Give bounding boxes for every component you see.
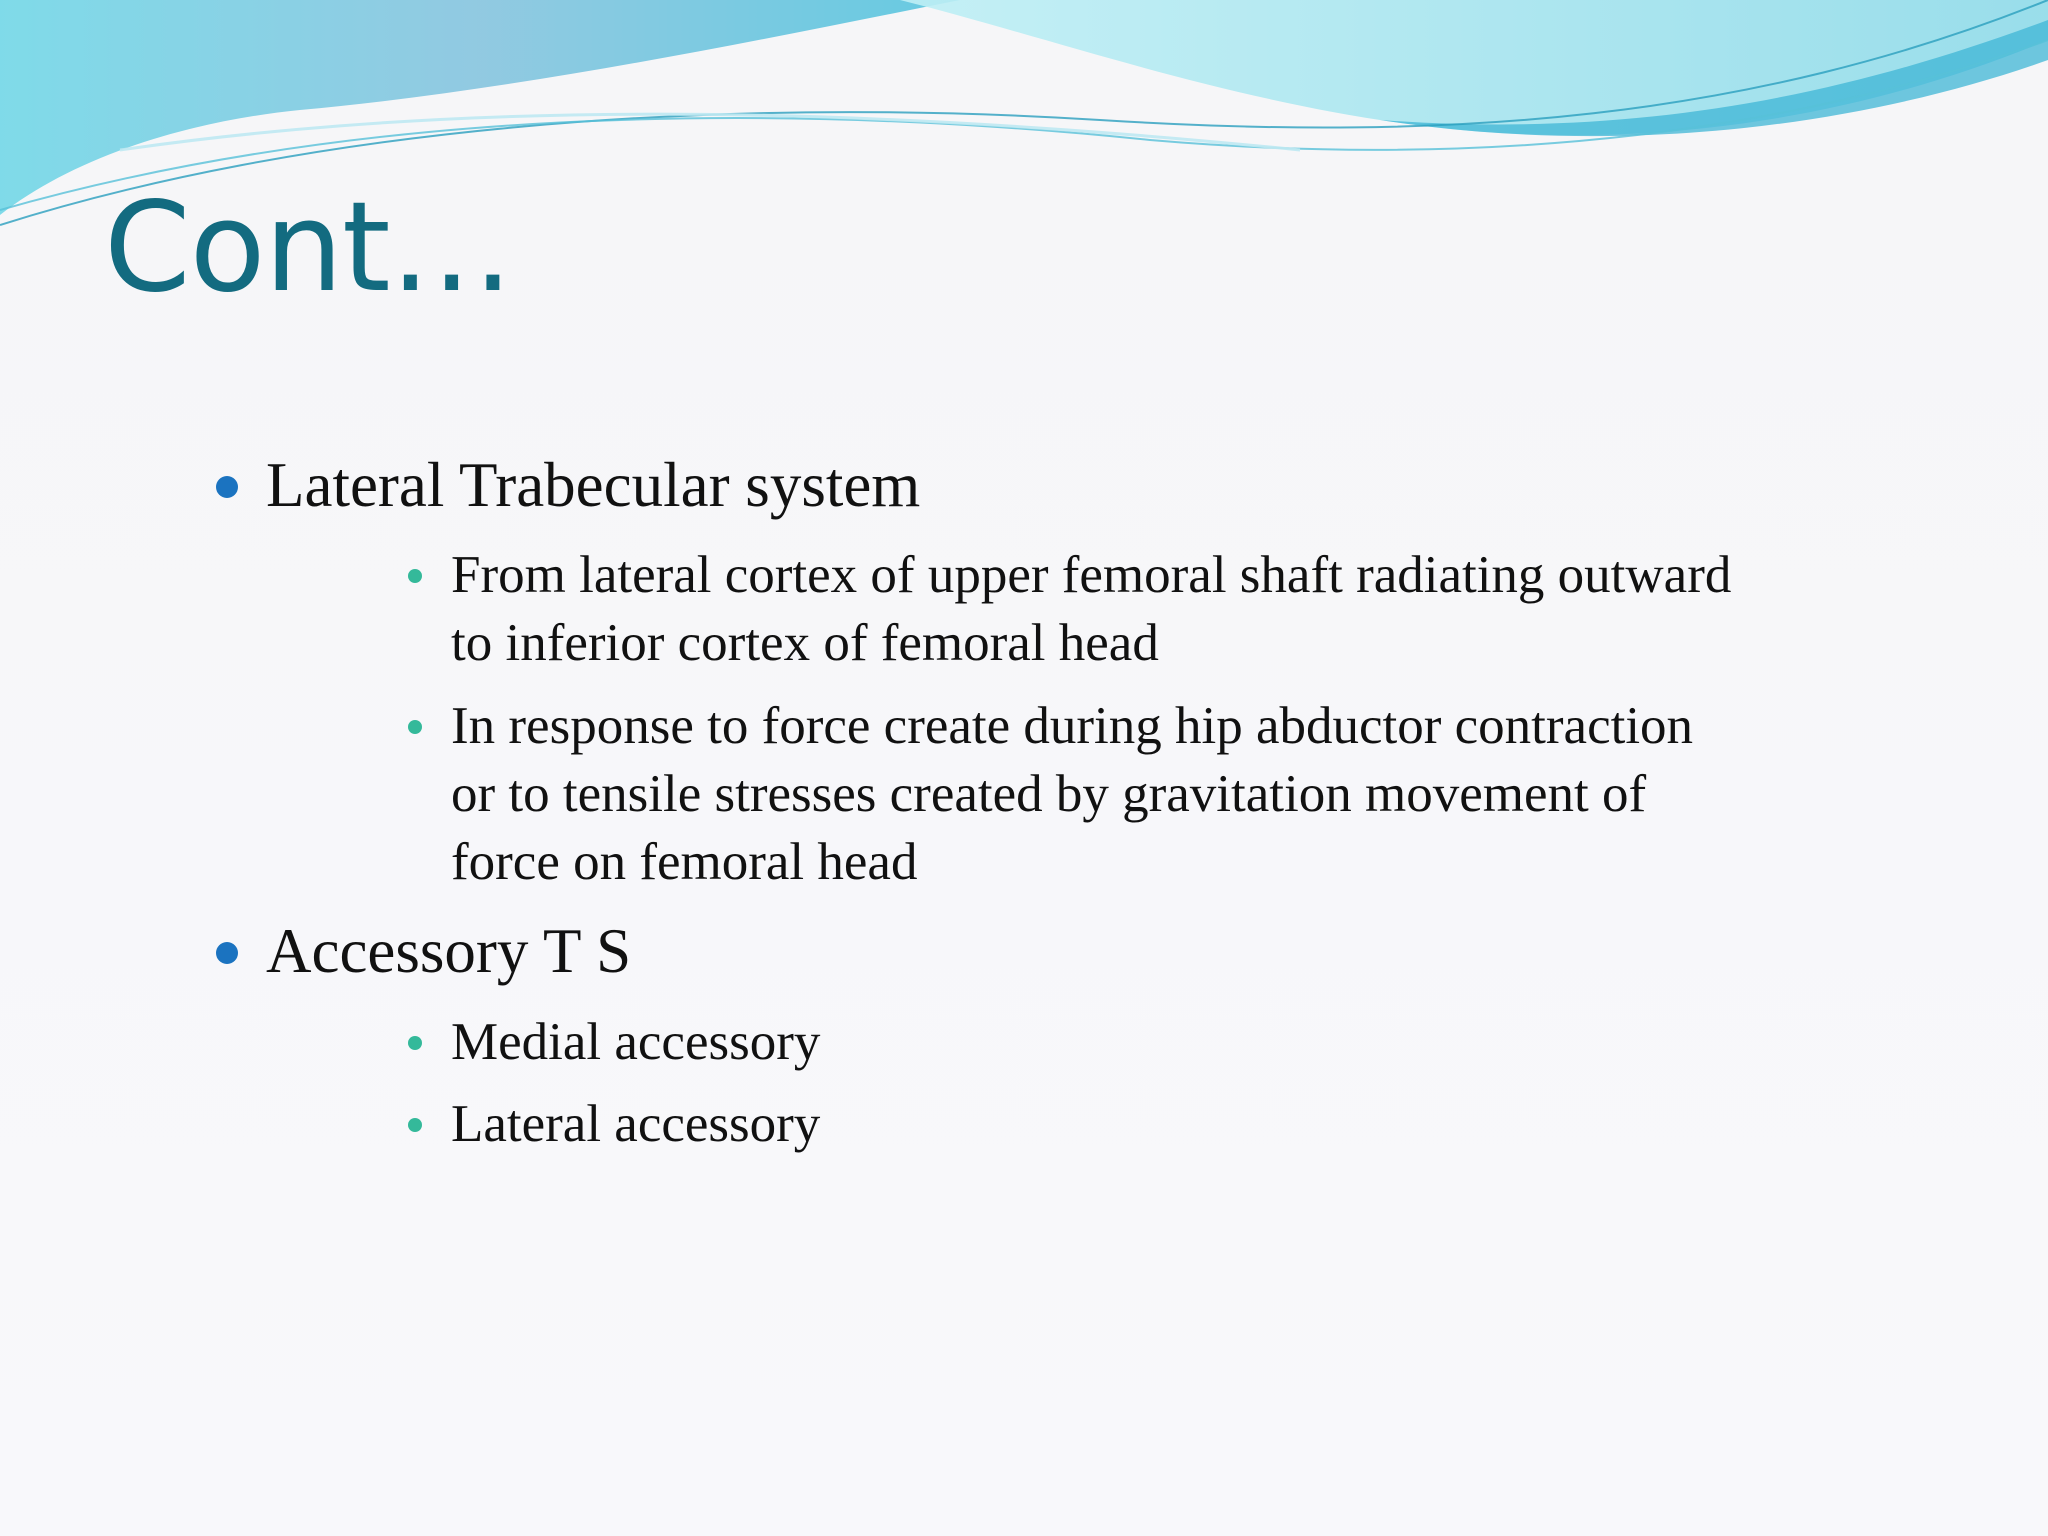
slide-title: Cont… (104, 176, 513, 320)
sub-bullet-dot-icon (408, 1036, 422, 1050)
bullet-item: Lateral Trabecular system (266, 450, 921, 520)
sub-bullet-line: or to tensile stresses created by gravitation movement of (451, 765, 1647, 823)
sub-bullet-line: Lateral accessory (451, 1095, 821, 1153)
sub-bullet-line: From lateral cortex of upper femoral shaft radiating outward (451, 546, 1732, 604)
bullet-dot-icon (216, 476, 238, 498)
sub-bullet-dot-icon (408, 720, 422, 734)
sub-bullet-item (451, 692, 1941, 896)
sub-bullet-line: Medial accessory (451, 1013, 821, 1071)
sub-bullet-item (451, 541, 1941, 677)
sub-bullet-line: force on femoral head (451, 833, 918, 891)
bullet-item: Accessory T S (266, 916, 632, 986)
sub-bullet-item (451, 1090, 1941, 1158)
sub-bullet-line: In response to force create during hip abductor contraction (451, 697, 1694, 755)
sub-bullet-item (451, 1008, 1941, 1076)
bullet-dot-icon (216, 942, 238, 964)
sub-bullet-line: to inferior cortex of femoral head (451, 614, 1159, 672)
sub-bullet-dot-icon (408, 1118, 422, 1132)
sub-bullet-dot-icon (408, 569, 422, 583)
